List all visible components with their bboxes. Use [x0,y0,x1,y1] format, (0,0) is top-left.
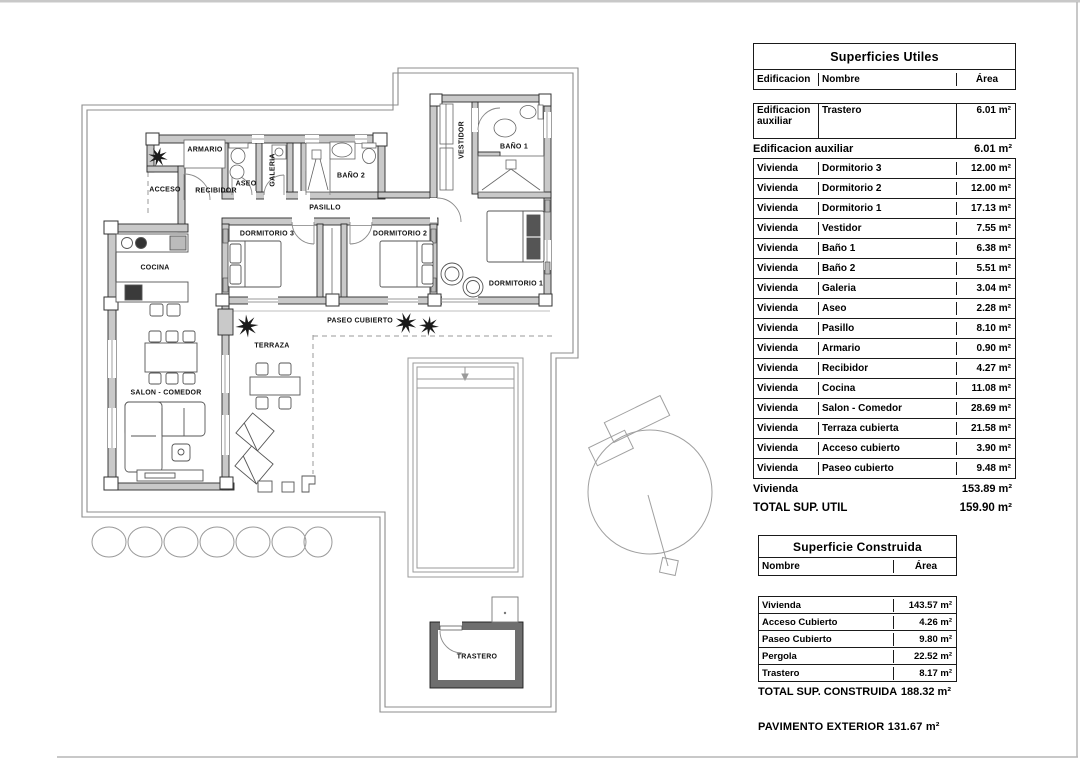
subtotal-label: Edificacion auxiliar [753,142,854,155]
table-row [759,597,956,613]
aux-row [753,103,1016,139]
cell-nombre: Armario [818,342,956,355]
total-label: TOTAL SUP. CONSTRUIDA [758,686,898,698]
cell-edificacion: Vivienda [757,223,798,234]
cell-nombre: Trastero [818,104,956,138]
room-label-recibidor: RECIBIDOR [195,187,237,195]
cell-nombre: Trastero [762,667,800,679]
cell-nombre: Paseo cubierto [818,462,956,475]
room-label-aseo: ASEO [235,180,257,188]
table-row [754,418,1015,438]
room-label-paseo-cubierto: PASEO CUBIERTO [327,317,393,325]
terrace-furniture [235,363,315,492]
cell-area: 12.00 m² [956,182,1017,195]
subtotal-area: 6.01 m² [974,142,1012,155]
cell-nombre: Galeria [818,282,956,295]
cell-edificacion: Vivienda [757,463,798,474]
cell-area: 3.90 m² [956,442,1017,455]
cell-area: 6.38 m² [956,242,1017,255]
built-areas-table [758,535,957,701]
room-label-ba-o-1: BAÑO 1 [500,143,528,151]
cell-area: 21.58 m² [956,422,1017,435]
room-label-dormitorio-3: DORMITORIO 3 [239,230,295,238]
table-row [754,278,1015,298]
total-label: TOTAL SUP. UTIL [753,501,848,514]
cell-edificacion: Vivienda [757,203,798,214]
room-label-terraza: TERRAZA [254,342,290,350]
room-label-cocina: COCINA [140,264,170,272]
col-area: Área [893,560,958,573]
table-row [754,238,1015,258]
dining-set [145,331,197,384]
cell-area: 7.55 m² [956,222,1017,235]
cell-area: 2.28 m² [956,302,1017,315]
cell-nombre: Vestidor [818,222,956,235]
cell-area: 9.48 m² [956,462,1017,475]
subtotal-area: 153.89 m² [961,482,1012,495]
table-row [754,378,1015,398]
cell-edificacion: Vivienda [757,243,798,254]
table-row [759,630,956,647]
cell-edificacion: Vivienda [757,303,798,314]
cell-nombre: Terraza cubierta [818,422,956,435]
room-label-trastero: TRASTERO [456,653,498,661]
room-label-dormitorio-2: DORMITORIO 2 [372,230,428,238]
cell-nombre: Baño 2 [818,262,956,275]
useful-table-title: Superficies Utiles [753,43,1016,70]
pool [408,358,523,577]
cell-nombre: Salon - Comedor [818,402,956,415]
cell-edificacion: Vivienda [757,423,798,434]
trastero-building [430,597,523,688]
cell-area: 12.00 m² [956,162,1017,175]
cell-edificacion: Vivienda [757,263,798,274]
cell-nombre: Paseo Cubierto [762,633,832,645]
cell-edificacion: Vivienda [757,183,798,194]
cell-nombre: Baño 1 [818,242,956,255]
room-label-dormitorio-1: DORMITORIO 1 [488,280,544,288]
col-nombre: Nombre [762,561,800,572]
built-rows [758,596,957,682]
cell-edificacion: Vivienda [757,323,798,334]
cell-nombre: Dormitorio 1 [818,202,956,215]
room-label-armario: ARMARIO [187,146,223,154]
cell-nombre: Dormitorio 3 [818,162,956,175]
cell-area: 11.08 m² [956,382,1017,395]
room-label-acceso: ACCESO [149,186,181,194]
cell-area: 8.17 m² [893,667,958,680]
stepping-stones [92,527,332,557]
cell-area: 8.10 m² [956,322,1017,335]
cell-nombre: Cocina [818,382,956,395]
cell-edificacion: Vivienda [757,383,798,394]
cell-nombre: Aseo [818,302,956,315]
total-built-row [758,683,957,701]
room-label-galeria: GALERIA [269,153,277,187]
table-row [754,198,1015,218]
cell-nombre: Recibidor [818,362,956,375]
room-label-pasillo: PASILLO [309,204,341,212]
cell-edificacion: Vivienda [757,403,798,414]
room-label-salon-comedor: SALON - COMEDOR [130,389,202,397]
table-row [759,664,956,681]
subtotal-label: Vivienda [753,482,799,495]
cell-area: 17.13 m² [956,202,1017,215]
cell-area: 9.80 m² [893,633,958,646]
table-row [754,338,1015,358]
built-table-title: Superficie Construida [758,535,957,558]
cell-nombre: Pasillo [818,322,956,335]
col-area: Área [956,73,1017,86]
room-labels [130,121,543,660]
cell-nombre: Vivienda [762,599,801,611]
table-row [754,159,1015,178]
table-row [754,398,1015,418]
cell-edificacion: Vivienda [757,343,798,354]
pavement-note [758,721,940,733]
total-util-row [753,498,1016,517]
cell-area: 0.90 m² [956,342,1017,355]
cell-nombre: Acceso cubierto [818,442,956,455]
cell-area: 5.51 m² [956,262,1017,275]
kitchen-furniture [116,234,188,316]
col-nombre: Nombre [818,73,956,86]
table-row [754,318,1015,338]
pavement-label: PAVIMENTO EXTERIOR [758,721,885,733]
cell-nombre: Pergola [762,650,797,662]
table-row [754,458,1015,478]
vivienda-subtotal-row [753,479,1016,498]
pavement-area: 131.67 m² [887,721,940,733]
cell-area: 28.69 m² [956,402,1017,415]
table-row [759,613,956,630]
table-row [759,647,956,664]
table-row [754,358,1015,378]
cell-nombre: Dormitorio 2 [818,182,956,195]
cell-edificacion: Vivienda [757,443,798,454]
aux-subtotal-row [753,139,1016,158]
cell-area: 22.52 m² [893,650,958,663]
cell-edificacion: Vivienda [757,283,798,294]
cell-area: 6.01 m² [956,104,1017,138]
cell-edificacion: Edificacion auxiliar [757,105,811,127]
sofa-set [125,402,205,481]
total-area: 188.32 m² [900,686,951,698]
useful-table-header [753,69,1016,90]
table-row [754,438,1015,458]
cell-edificacion: Vivienda [757,163,798,174]
room-label-ba-o-2: BAÑO 2 [337,172,365,180]
room-label-vestidor: VESTIDOR [458,121,466,159]
col-edificacion: Edificacion [757,74,811,85]
vivienda-rows [753,158,1016,479]
cell-area: 4.26 m² [893,616,958,629]
useful-areas-table [753,43,1016,517]
built-table-header [758,557,957,576]
table-row [754,298,1015,318]
total-area: 159.90 m² [959,501,1012,514]
table-row [754,258,1015,278]
table-row [754,218,1015,238]
cell-area: 4.27 m² [956,362,1017,375]
cell-nombre: Acceso Cubierto [762,616,838,628]
table-row [754,178,1015,198]
cell-area: 143.57 m² [893,599,958,612]
cell-edificacion: Vivienda [757,363,798,374]
cell-area: 3.04 m² [956,282,1017,295]
